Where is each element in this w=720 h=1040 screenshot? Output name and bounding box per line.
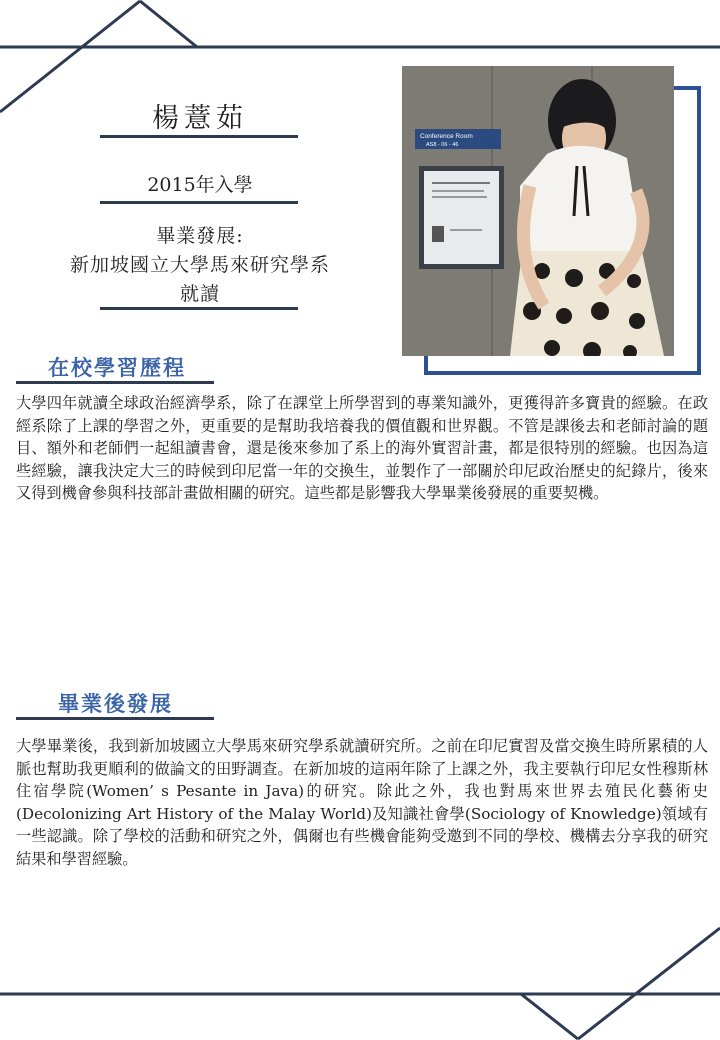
development-school: 新加坡國立大學馬來研究學系 xyxy=(69,254,330,276)
graduate-development xyxy=(40,222,360,309)
year-underline xyxy=(100,201,298,204)
enrollment-year: 2015年入學 xyxy=(147,174,253,196)
section-body-school: 大學四年就讀全球政治經濟學系，除了在課堂上所學習到的專業知識外，更獲得許多寶貴的經驗。在政經系除了上課的學習之外，更重要的是幫助我培養我的價值觀和世界觀。不管是課後去和老師討論的題目、額外和老師們一起組讀書會，還是後來參加了系上的海外實習計畫，都是很特別的經驗。也因為這些經驗，讓我決定大三的時候到印尼當一年的交換生，並製作了一部關於印尼政治歷史的紀錄片，後來又得到機會參與科技部計畫做相關的研究。這些都是影響我大學畢業後發展的重要契機。 xyxy=(16,394,708,502)
sign-title: Conference Room xyxy=(420,133,473,140)
section-title-after: 畢業後發展 xyxy=(58,691,173,716)
development-label: 畢業發展: xyxy=(156,225,244,247)
sign-number: AS8 - 06 - 46 xyxy=(426,142,459,148)
development-underline xyxy=(100,307,298,310)
section-underline-school xyxy=(16,381,214,384)
section-underline-after xyxy=(16,717,214,720)
section-title-school: 在校學習歷程 xyxy=(48,355,186,380)
development-status: 就讀 xyxy=(179,283,220,305)
student-name: 楊薏茹 xyxy=(152,103,248,134)
section-body-after: 大學畢業後，我到新加坡國立大學馬來研究學系就讀研究所。之前在印尼實習及當交換生時所累積的人脈也幫助我更順利的做論文的田野調查。在新加坡的這兩年除了上課之外，我主要執行印尼女性穆斯林住宿學院(Women’ s Pesante in Java)的研究。除此之外，我也對馬來世界去殖民化藝術史(Decolonizing Art History of the Malay World)及知識社會學(Sociology of Knowledge)領域有一些認識。除了學校的活動和研究之外，偶爾也有些機會能夠受邀到不同的學校、機構去分享我的研究結果和學習經驗。 xyxy=(16,737,708,868)
student-photo xyxy=(402,66,674,356)
name-underline xyxy=(100,135,298,138)
